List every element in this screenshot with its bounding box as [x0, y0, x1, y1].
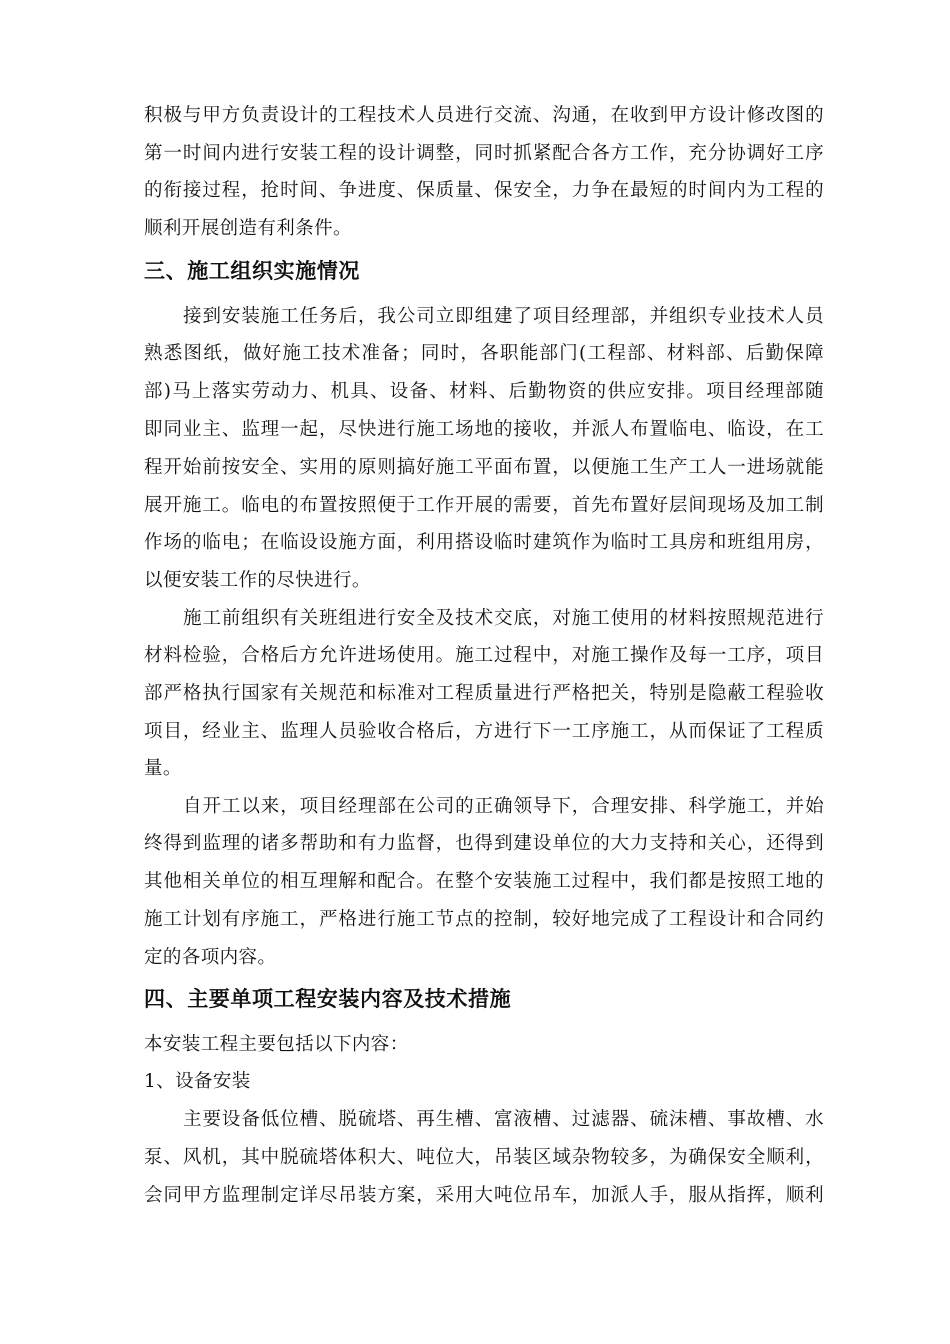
body-line: 本安装工程主要包括以下内容： [144, 1034, 409, 1055]
body-line: 施工计划有序施工，严格进行施工节点的控制，较好地完成了工程设计和合同约 [144, 909, 824, 930]
section-heading-3: 三、施工组织实施情况 [144, 258, 360, 283]
body-line: 其他相关单位的相互理解和配合。在整个安装施工过程中，我们都是按照工地的 [144, 871, 824, 892]
body-line: 自开工以来，项目经理部在公司的正确领导下，合理安排、科学施工，并始 [183, 796, 824, 817]
list-item-heading: 1、设备安装 [144, 1071, 251, 1092]
body-line: 终得到监理的诸多帮助和有力监督，也得到建设单位的大力支持和关心，还得到 [144, 833, 824, 854]
body-line: 项目，经业主、监理人员验收合格后，方进行下一工序施工，从而保证了工程质 [144, 721, 824, 742]
body-line: 熟悉图纸，做好施工技术准备；同时，各职能部门(工程部、材料部、后勤保障 [144, 343, 824, 364]
body-line: 会同甲方监理制定详尽吊装方案，采用大吨位吊车，加派人手，服从指挥，顺利 [144, 1185, 824, 1206]
body-line: 定的各项内容。 [144, 947, 277, 968]
body-line: 泵、风机，其中脱硫塔体积大、吨位大，吊装区域杂物较多，为确保安全顺利， [144, 1147, 824, 1168]
body-line: 施工前组织有关班组进行安全及技术交底，对施工使用的材料按照规范进行 [183, 608, 824, 629]
body-line: 顺利开展创造有利条件。 [144, 218, 352, 239]
body-line: 以便安装工作的尽快进行。 [144, 570, 371, 591]
body-line: 积极与甲方负责设计的工程技术人员进行交流、沟通，在收到甲方设计修改图的 [144, 105, 824, 126]
body-line: 量。 [144, 758, 182, 779]
body-line: 主要设备低位槽、脱硫塔、再生槽、富液槽、过滤器、硫沫槽、事故槽、水 [183, 1109, 824, 1130]
section-heading-4: 四、主要单项工程安装内容及技术措施 [144, 986, 512, 1011]
body-line: 第一时间内进行安装工程的设计调整，同时抓紧配合各方工作，充分协调好工序 [144, 143, 824, 164]
body-line: 接到安装施工任务后，我公司立即组建了项目经理部，并组织专业技术人员 [183, 306, 824, 327]
body-line: 部)马上落实劳动力、机具、设备、材料、后勤物资的供应安排。项目经理部随 [144, 381, 824, 402]
body-line: 部严格执行国家有关规范和标准对工程质量进行严格把关，特别是隐蔽工程验收 [144, 683, 824, 704]
body-line: 材料检验，合格后方允许进场使用。施工过程中，对施工操作及每一工序，项目 [144, 645, 824, 666]
body-line: 的衔接过程，抢时间、争进度、保质量、保安全，力争在最短的时间内为工程的 [144, 180, 824, 201]
body-line: 展开施工。临电的布置按照便于工作开展的需要，首先布置好层间现场及加工制 [144, 495, 824, 516]
body-line: 程开始前按安全、实用的原则搞好施工平面布置，以便施工生产工人一进场就能 [144, 457, 824, 478]
body-line: 即同业主、监理一起，尽快进行施工场地的接收，并派人布置临电、临设，在工 [144, 419, 824, 440]
body-line: 作场的临电；在临设设施方面，利用搭设临时建筑作为临时工具房和班组用房， [144, 532, 824, 553]
